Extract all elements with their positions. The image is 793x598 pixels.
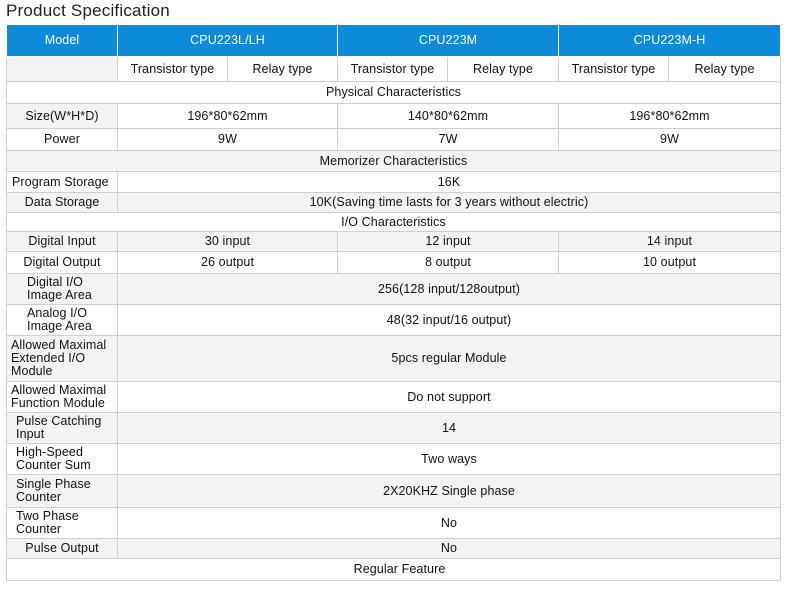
row-label-line: Counter xyxy=(16,490,62,504)
cell-value: 26 output xyxy=(118,252,338,274)
table-row xyxy=(7,193,781,213)
row-label: Digital Output xyxy=(7,252,118,274)
table-row xyxy=(7,232,781,252)
section-row xyxy=(7,213,781,232)
model-cpu223m: CPU223M xyxy=(338,25,559,57)
subheader-transistor: Transistor type xyxy=(559,57,669,82)
row-label xyxy=(7,382,118,413)
section-row xyxy=(7,82,781,104)
cell-value: Do not support xyxy=(118,382,781,413)
row-label-line: Allowed Maximal xyxy=(11,338,107,352)
row-label-line: Module xyxy=(11,364,53,378)
subheader-row xyxy=(7,57,781,82)
section-row xyxy=(7,559,781,581)
table-row xyxy=(7,539,781,559)
subheader-transistor: Transistor type xyxy=(118,57,228,82)
row-label-line: Counter xyxy=(16,522,62,536)
table-row xyxy=(7,382,781,413)
cell-value: 140*80*62mm xyxy=(338,104,559,129)
table-row xyxy=(7,172,781,193)
row-label: Pulse Output xyxy=(7,539,118,559)
row-label-line: Image Area xyxy=(27,288,92,302)
row-label-line: Function Module xyxy=(11,396,105,410)
cell-value: 196*80*62mm xyxy=(559,104,781,129)
row-label: Power xyxy=(7,129,118,151)
cell-value: 2X20KHZ Single phase xyxy=(118,475,781,508)
cell-value: 9W xyxy=(118,129,338,151)
row-label-line: Extended I/O xyxy=(11,351,86,365)
row-label xyxy=(7,336,118,382)
row-label xyxy=(7,444,118,475)
row-label xyxy=(7,305,118,336)
cell-value: 48(32 input/16 output) xyxy=(118,305,781,336)
page-title: Product Specification xyxy=(6,1,170,20)
row-label-line: Counter Sum xyxy=(16,458,91,472)
row-label: Digital Input xyxy=(7,232,118,252)
model-cpu223m-h: CPU223M-H xyxy=(559,25,781,57)
row-label-line: Single Phase xyxy=(16,477,91,491)
subheader-transistor: Transistor type xyxy=(338,57,448,82)
table-row xyxy=(7,104,781,129)
table-row xyxy=(7,444,781,475)
table-row xyxy=(7,508,781,539)
subheader-relay: Relay type xyxy=(448,57,559,82)
section-physical: Physical Characteristics xyxy=(7,82,781,104)
row-label-line: Pulse Catching xyxy=(16,414,102,428)
row-label: Data Storage xyxy=(7,193,118,213)
cell-value: 8 output xyxy=(338,252,559,274)
row-label-line: Allowed Maximal xyxy=(11,383,107,397)
row-label-line: Analog I/O xyxy=(27,306,88,320)
cell-value: No xyxy=(118,508,781,539)
row-label-line: Digital I/O xyxy=(27,275,83,289)
row-label xyxy=(7,475,118,508)
section-memorizer: Memorizer Characteristics xyxy=(7,151,781,172)
table-row xyxy=(7,129,781,151)
cell-value: Two ways xyxy=(118,444,781,475)
cell-value: 9W xyxy=(559,129,781,151)
cell-value: 30 input xyxy=(118,232,338,252)
cell-value: 14 xyxy=(118,413,781,444)
cell-value: 14 input xyxy=(559,232,781,252)
row-label-line: Two Phase xyxy=(16,509,79,523)
table-row xyxy=(7,252,781,274)
row-label-line: Input xyxy=(16,427,45,441)
section-regular: Regular Feature xyxy=(7,559,781,581)
table-row xyxy=(7,413,781,444)
row-label: Program Storage xyxy=(7,172,118,193)
subheader-relay: Relay type xyxy=(669,57,781,82)
cell-value: No xyxy=(118,539,781,559)
header-row xyxy=(7,25,781,57)
section-io: I/O Characteristics xyxy=(7,213,781,232)
row-label-line: Image Area xyxy=(27,319,92,333)
row-label xyxy=(7,508,118,539)
row-label xyxy=(7,274,118,305)
row-label: Size(W*H*D) xyxy=(7,104,118,129)
row-label-line: High-Speed xyxy=(16,445,84,459)
model-header: Model xyxy=(7,25,118,57)
cell-value: 12 input xyxy=(338,232,559,252)
cell-value: 16K xyxy=(118,172,781,193)
subheader-relay: Relay type xyxy=(228,57,338,82)
cell-value: 5pcs regular Module xyxy=(118,336,781,382)
table-row xyxy=(7,274,781,305)
subheader-empty xyxy=(7,57,118,82)
spec-table xyxy=(6,24,781,581)
table-row xyxy=(7,305,781,336)
section-row xyxy=(7,151,781,172)
table-row xyxy=(7,475,781,508)
row-label xyxy=(7,413,118,444)
model-cpu223l: CPU223L/LH xyxy=(118,25,338,57)
table-row xyxy=(7,336,781,382)
cell-value: 10K(Saving time lasts for 3 years without electric) xyxy=(118,193,781,213)
cell-value: 10 output xyxy=(559,252,781,274)
cell-value: 256(128 input/128output) xyxy=(118,274,781,305)
cell-value: 196*80*62mm xyxy=(118,104,338,129)
cell-value: 7W xyxy=(338,129,559,151)
